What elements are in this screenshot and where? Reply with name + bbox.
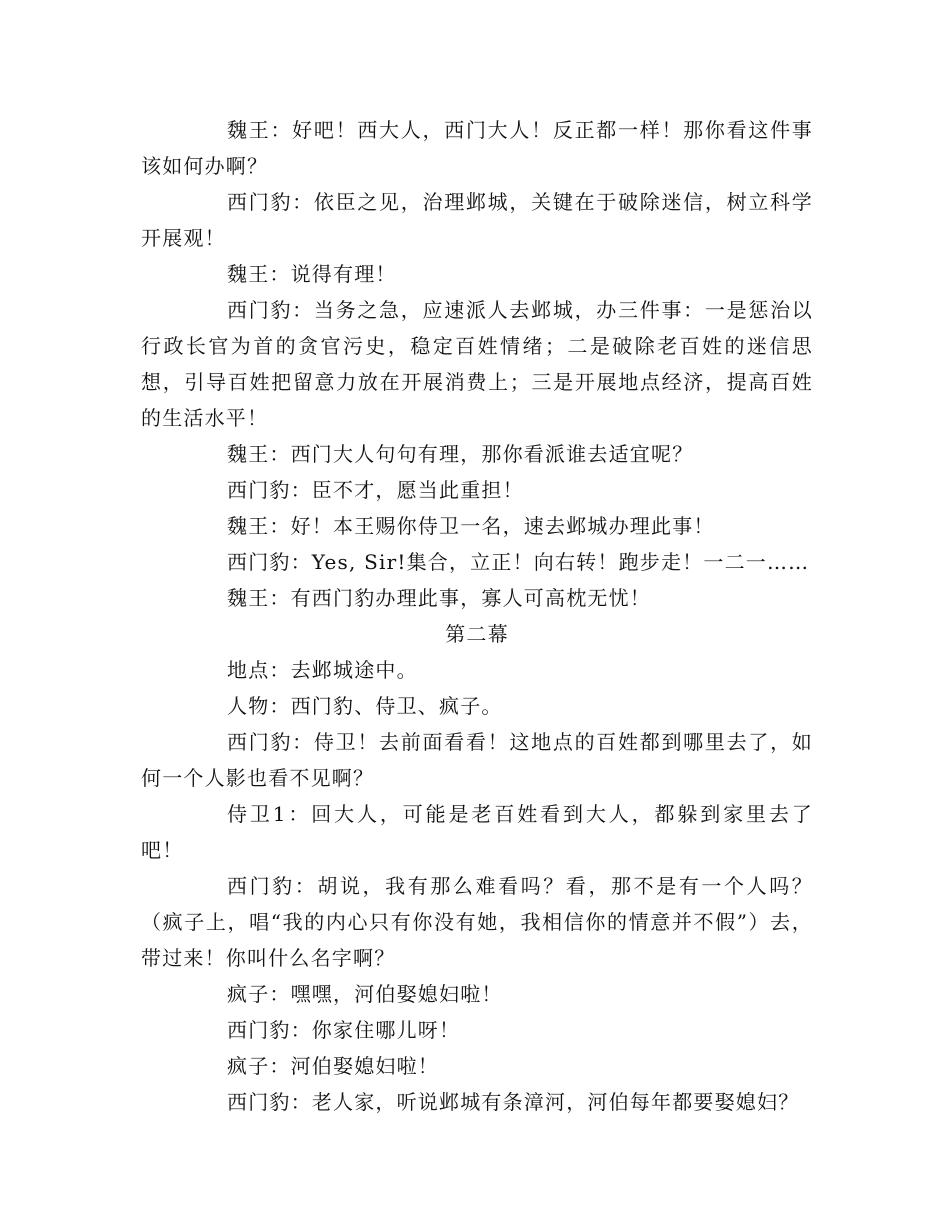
- paragraph: 魏王：有西门豹办理此事，寡人可高枕无忧！: [227, 586, 651, 610]
- paragraph: 魏王：西门大人句句有理，那你看派谁去适宜呢？: [227, 442, 694, 466]
- paragraph: 地点：去邺城途中。: [227, 658, 418, 682]
- paragraph: 西门豹：依臣之见，治理邺城，关键在于破除迷信，树立科学开展观！: [141, 190, 813, 250]
- paragraph: 西门豹：臣不才，愿当此重担！: [227, 478, 524, 502]
- paragraph: 魏王：说得有理！: [227, 262, 397, 286]
- paragraph: 西门豹：当务之急，应速派人去邺城，办三件事：一是惩治以行政长官为首的贪官污史，稳定百姓情绪；二是破除老百姓的迷信思想，引导百姓把留意力放在开展消费上；三是开展地点经济，提高百姓的生活水平！: [141, 298, 813, 430]
- paragraph: 西门豹：Yes, Sir!集合，立正！向右转！跑步走！一二一……: [227, 550, 810, 574]
- paragraph: 侍卫1：回大人，可能是老百姓看到大人，都躲到家里去了吧！: [141, 802, 813, 862]
- paragraph: 疯子：河伯娶媳妇啦！: [227, 1054, 439, 1078]
- paragraph: 人物：西门豹、侍卫、疯子。: [227, 694, 503, 718]
- paragraph: 西门豹：你家住哪儿呀！: [227, 1018, 461, 1042]
- paragraph: 西门豹：胡说，我有那么难看吗？看，那不是有一个人吗？（疯子上，唱“我的内心只有你没有她，我相信你的情意并不假”）去，带过来！你叫什么名字啊？: [141, 874, 813, 970]
- paragraph: 西门豹：侍卫！去前面看看！这地点的百姓都到哪里去了，如何一个人影也看不见啊？: [141, 730, 813, 790]
- paragraph: 魏王：好吧！西大人，西门大人！反正都一样！那你看这件事该如何办啊？: [141, 118, 813, 178]
- paragraph: 疯子：嘿嘿，河伯娶媳妇啦！: [227, 982, 503, 1006]
- document-body: [141, 112, 813, 1120]
- paragraph: 西门豹：老人家，听说邺城有条漳河，河伯每年都要娶媳妇？: [227, 1090, 800, 1114]
- paragraph: 魏王：好！本王赐你侍卫一名，速去邺城办理此事！: [227, 514, 715, 538]
- scene-heading: 第二幕: [445, 622, 509, 646]
